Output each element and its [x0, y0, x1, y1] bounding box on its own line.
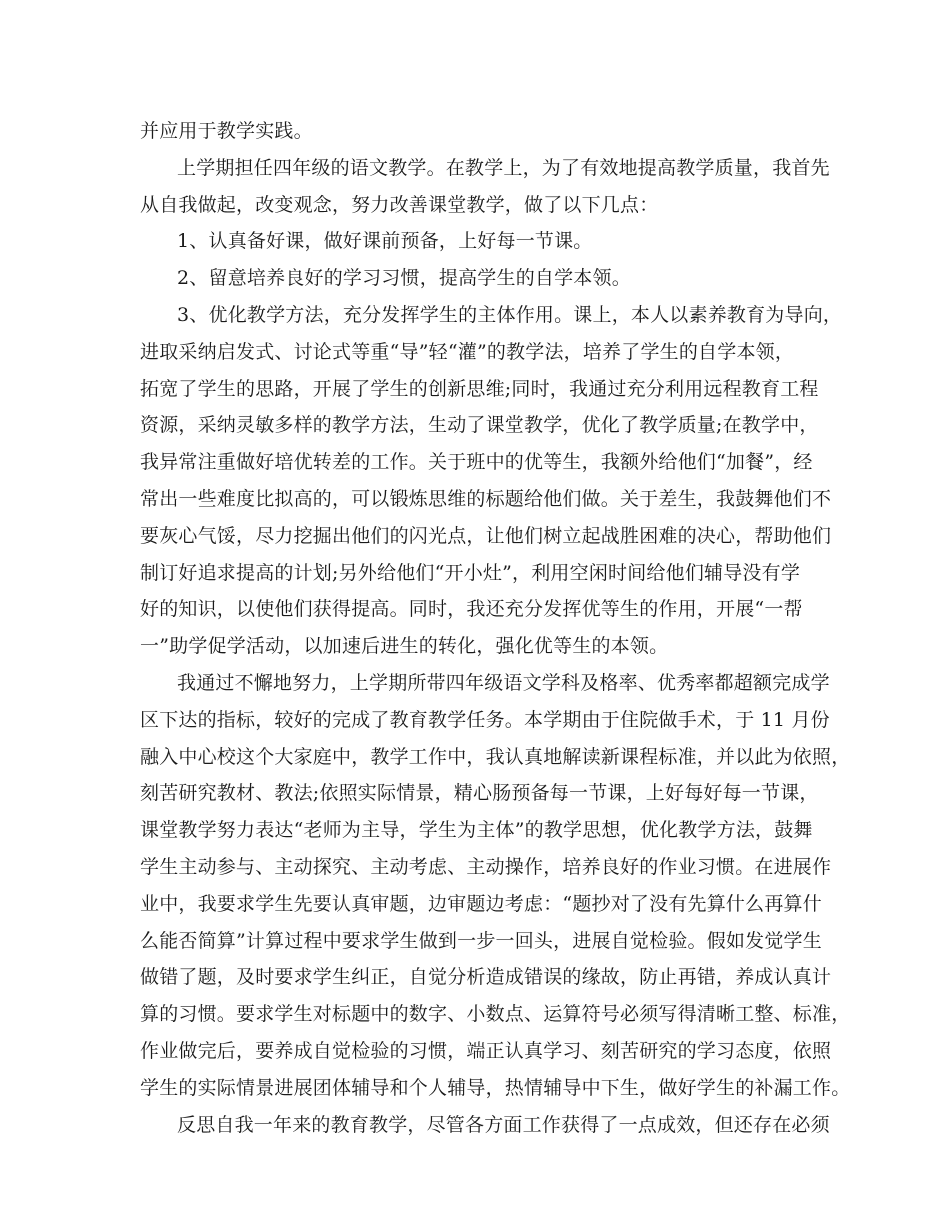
paragraph-first-line: 2、留意培养良好的学习习惯，提高学生的自学本领。: [177, 267, 631, 290]
text-line: 要灰心气馁，尽力挖掘出他们的闪光点，让他们树立起战胜困难的决心，帮助他们: [140, 524, 832, 547]
text-line: 制订好追求提高的计划;另外给他们“开小灶”，利用空闲时间给他们辅导没有学: [140, 561, 801, 584]
text-line: 资源，采纳灵敏多样的教学方法，生动了课堂教学，优化了教学质量;在教学中，: [140, 414, 819, 437]
paragraph-first-line: 上学期担任四年级的语文教学。在教学上，为了有效地提高教学质量，我首先: [177, 156, 830, 179]
body-text: [140, 113, 851, 1143]
text-line: 学生主动参与、主动探究、主动考虑、主动操作，培养良好的作业习惯。在进展作: [140, 855, 832, 878]
text-line: 拓宽了学生的思路，开展了学生的创新思维;同时，我通过充分利用远程教育工程: [140, 377, 819, 400]
text-line: 刻苦研究教材、教法;依照实际情景，精心肠预备每一节课，上好每好每一节课，: [140, 782, 819, 805]
text-line: 我异常注重做好培优转差的工作。关于班中的优等生，我额外给他们“加餐”，经: [140, 451, 813, 474]
text-line: 作业做完后，要养成自觉检验的习惯，端正认真学习、刻苦研究的学习态度，依照: [140, 1039, 832, 1062]
paragraph-first-line: 3、优化教学方法，充分发挥学生的主体作用。课上，本人以素养教育为导向，: [177, 303, 843, 326]
paragraph-first-line: 我通过不懈地努力，上学期所带四年级语文学科及格率、优秀率都超额完成学: [177, 671, 830, 694]
text-line: 么能否简算”计算过程中要求学生做到一步一回头，进展自觉检验。假如发觉学生: [140, 929, 822, 952]
text-line: 业中，我要求学生先要认真审题，边审题边考虑：“题抄对了没有先算什么再算什: [140, 892, 822, 915]
text-line: 进取采纳启发式、讨论式等重“导”轻“灌”的教学法，培养了学生的自学本领，: [140, 340, 795, 363]
text-line: 从自我做起，改变观念，努力改善课堂教学，做了以下几点：: [140, 193, 659, 216]
paragraph-first-line: 1、认真备好课，做好课前预备，上好每一节课。: [177, 230, 593, 253]
text-line: 融入中心校这个大家庭中，教学工作中，我认真地解读新课程标准，并以此为依照，: [140, 745, 851, 768]
paragraph-first-line: 反思自我一年来的教育教学，尽管各方面工作获得了一点成效，但还存在必须: [177, 1113, 830, 1136]
text-line: 并应用于教学实践。: [140, 120, 313, 142]
text-line: 算的习惯。要求学生对标题中的数字、小数点、运算符号必须写得清晰工整、标准，: [140, 1003, 851, 1026]
text-line: 好的知识，以使他们获得提高。同时，我还充分发挥优等生的作用，开展“一帮: [140, 598, 803, 621]
text-line: 做错了题，及时要求学生纠正，自觉分析造成错误的缘故，防止再错，养成认真计: [140, 966, 832, 989]
text-line: 区下达的指标，较好的完成了教育教学任务。本学期由于住院做手术，于 11 月份: [140, 708, 830, 731]
text-line: 学生的实际情景进展团体辅导和个人辅导，热情辅导中下生，做好学生的补漏工作。: [140, 1076, 851, 1099]
text-line: 一”助学促学活动，以加速后进生的转化，强化优等生的本领。: [140, 635, 669, 658]
text-line: 常出一些难度比拟高的，可以锻炼思维的标题给他们做。关于差生，我鼓舞他们不: [140, 487, 832, 510]
text-line: 课堂教学努力表达“老师为主导，学生为主体”的教学思想，优化教学方法，鼓舞: [140, 819, 813, 842]
